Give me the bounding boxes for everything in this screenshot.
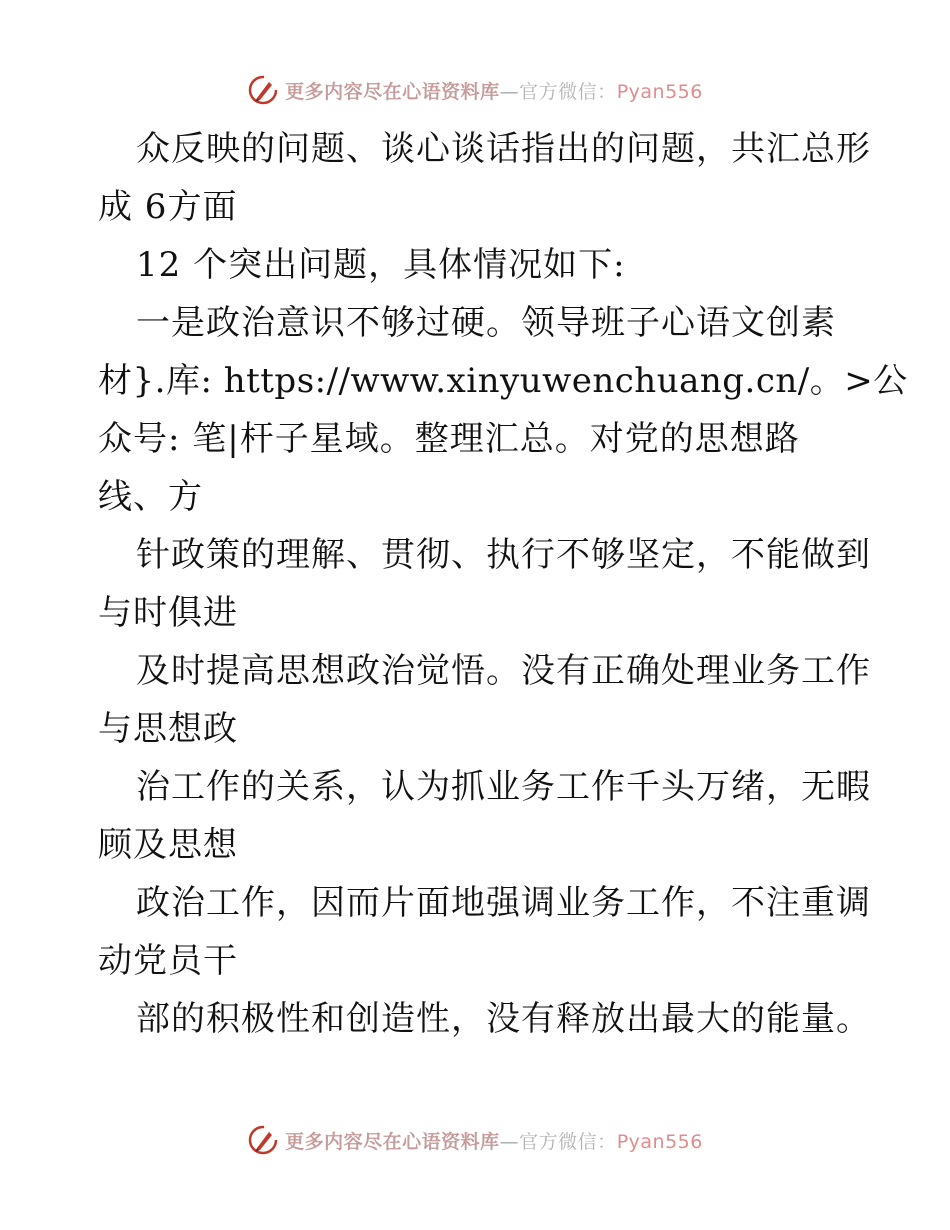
body-line: 众号: 笔|杆子星域。整理汇总。对党的思想路 xyxy=(98,419,800,459)
header-banner xyxy=(0,70,950,110)
body-line: 众反映的问题、谈心谈话指出的问题，共汇总形 xyxy=(136,129,871,169)
header-banner-text xyxy=(285,77,703,104)
pen-circle-logo-icon xyxy=(247,74,279,106)
banner-main-text: 更多内容尽在心语资料库 xyxy=(285,1130,500,1153)
body-line: 12 个突出问题，具体情况如下: xyxy=(136,245,626,285)
body-line: 动党员干 xyxy=(98,941,238,981)
banner-main-text: 更多内容尽在心语资料库 xyxy=(285,80,500,103)
banner-wechat-label: 官方微信： xyxy=(519,1130,617,1153)
body-line: 针政策的理解、贯彻、执行不够坚定，不能做到 xyxy=(136,535,871,575)
body-line: 线、方 xyxy=(98,477,203,517)
footer-banner-text xyxy=(285,1127,703,1154)
body-line: 顾及思想 xyxy=(98,825,238,865)
document-body xyxy=(98,120,908,1048)
banner-wechat-label: 官方微信： xyxy=(519,80,617,103)
body-line: 材}.库: https://www.xinyuwenchuang.cn/。>公 xyxy=(98,361,908,401)
body-line: 及时提高思想政治觉悟。没有正确处理业务工作 xyxy=(136,651,871,691)
body-line: 一是政治意识不够过硬。领导班子心语文创素 xyxy=(136,303,836,343)
body-line: 政治工作，因而片面地强调业务工作，不注重调 xyxy=(136,883,871,923)
body-line: 与思想政 xyxy=(98,709,238,749)
body-line: 部的积极性和创造性，没有释放出最大的能量。 xyxy=(136,999,871,1039)
banner-separator: — xyxy=(499,80,520,103)
pen-circle-logo-icon xyxy=(247,1124,279,1156)
banner-separator: — xyxy=(499,1130,520,1153)
footer-banner xyxy=(0,1120,950,1160)
body-line: 治工作的关系，认为抓业务工作千头万绪，无暇 xyxy=(136,767,871,807)
body-line: 成 6方面 xyxy=(98,187,238,227)
body-line: 与时俱进 xyxy=(98,593,238,633)
banner-wechat-id: Pyan556 xyxy=(616,1130,703,1153)
banner-wechat-id: Pyan556 xyxy=(616,80,703,103)
